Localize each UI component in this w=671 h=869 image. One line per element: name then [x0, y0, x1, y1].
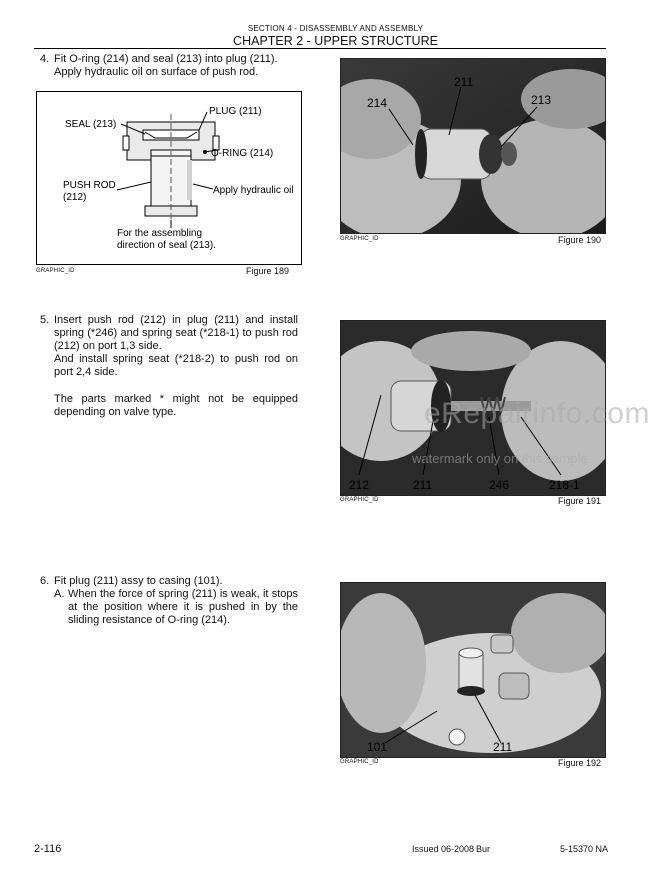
step-5-p1: Insert push rod (212) in plug (211) and install spring (*246) and spring seat (*218-1) to push rod (212) on port 1,3 side.	[54, 314, 298, 352]
label-pushrod-2: (212)	[63, 192, 87, 203]
photo190-label-211: 211	[454, 75, 474, 89]
step-4	[40, 53, 310, 79]
figure-189-diagram	[36, 91, 302, 265]
graphic-id-191: GRAPHIC_ID	[340, 497, 379, 503]
step-6-sub-text: When the force of spring (211) is weak, it stops at the position where it is pushed in by the sliding resistance of O-ring (214).	[68, 588, 298, 626]
photo191-label-246: 246	[489, 478, 510, 492]
label-oring: O-RING (214)	[211, 148, 274, 159]
label-plug: PLUG (211)	[209, 106, 262, 117]
step-6	[40, 575, 298, 627]
photo190-label-214: 214	[367, 96, 388, 110]
photo191-label-211: 211	[413, 478, 433, 492]
document-number: 5-15370 NA	[560, 844, 609, 854]
figure-192-caption: Figure 192	[558, 758, 602, 768]
label-seal: SEAL (213)	[65, 119, 117, 130]
label-pushrod-1: PUSH ROD	[63, 180, 116, 191]
figure-190-caption: Figure 190	[558, 235, 602, 245]
photo190-label-213: 213	[531, 93, 552, 107]
step-5	[40, 314, 298, 419]
step-6-p1: Fit plug (211) assy to casing (101).	[54, 575, 223, 587]
region-code: Bur	[476, 844, 491, 854]
step-6-sub-letter: A.	[54, 588, 65, 600]
step-5-p2: And install spring seat (*218-2) to push rod on port 2,4 side.	[54, 353, 298, 378]
step-6-number: 6.	[40, 575, 50, 587]
plug-casing-photo	[341, 583, 605, 757]
graphic-id-192: GRAPHIC_ID	[340, 759, 379, 765]
label-note-2: direction of seal (213).	[117, 240, 216, 251]
chapter-header: CHAPTER 2 - UPPER STRUCTURE	[233, 34, 438, 48]
step-5-p3: The parts marked * might not be equipped depending on valve type.	[54, 393, 298, 418]
figure-189-caption: Figure 189	[246, 266, 290, 276]
label-note-1: For the assembling	[117, 228, 203, 239]
step-4-line2: Apply hydraulic oil on surface of push rod.	[54, 66, 259, 78]
issued-date: Issued 06-2008	[412, 844, 475, 854]
figure-190-photo	[340, 58, 606, 234]
photo192-label-211: 211	[493, 740, 513, 754]
header-divider	[34, 48, 606, 49]
photo191-label-212: 212	[349, 478, 370, 492]
push-rod-seal-diagram	[37, 92, 301, 264]
graphic-id-190: GRAPHIC_ID	[340, 236, 379, 242]
section-header: SECTION 4 - DISASSEMBLY AND ASSEMBLY	[247, 24, 424, 33]
page-number: 2-116	[34, 843, 62, 855]
photo192-label-101: 101	[367, 740, 388, 754]
graphic-id-189: GRAPHIC_ID	[36, 268, 75, 274]
photo191-label-218-1: 218-1	[549, 478, 580, 492]
watermark-main: eRepairinfo.com	[424, 397, 650, 430]
oring-seal-plug-photo	[341, 59, 605, 233]
label-hydraulic-oil: Apply hydraulic oil	[213, 185, 294, 196]
figure-192-photo	[340, 582, 606, 758]
step-4-number: 4.	[40, 53, 50, 65]
step-5-number: 5.	[40, 314, 50, 326]
watermark-sub: watermark only on this sample	[412, 451, 588, 466]
step-4-line1: Fit O-ring (214) and seal (213) into plug (211).	[54, 53, 278, 65]
figure-191-caption: Figure 191	[558, 496, 602, 506]
